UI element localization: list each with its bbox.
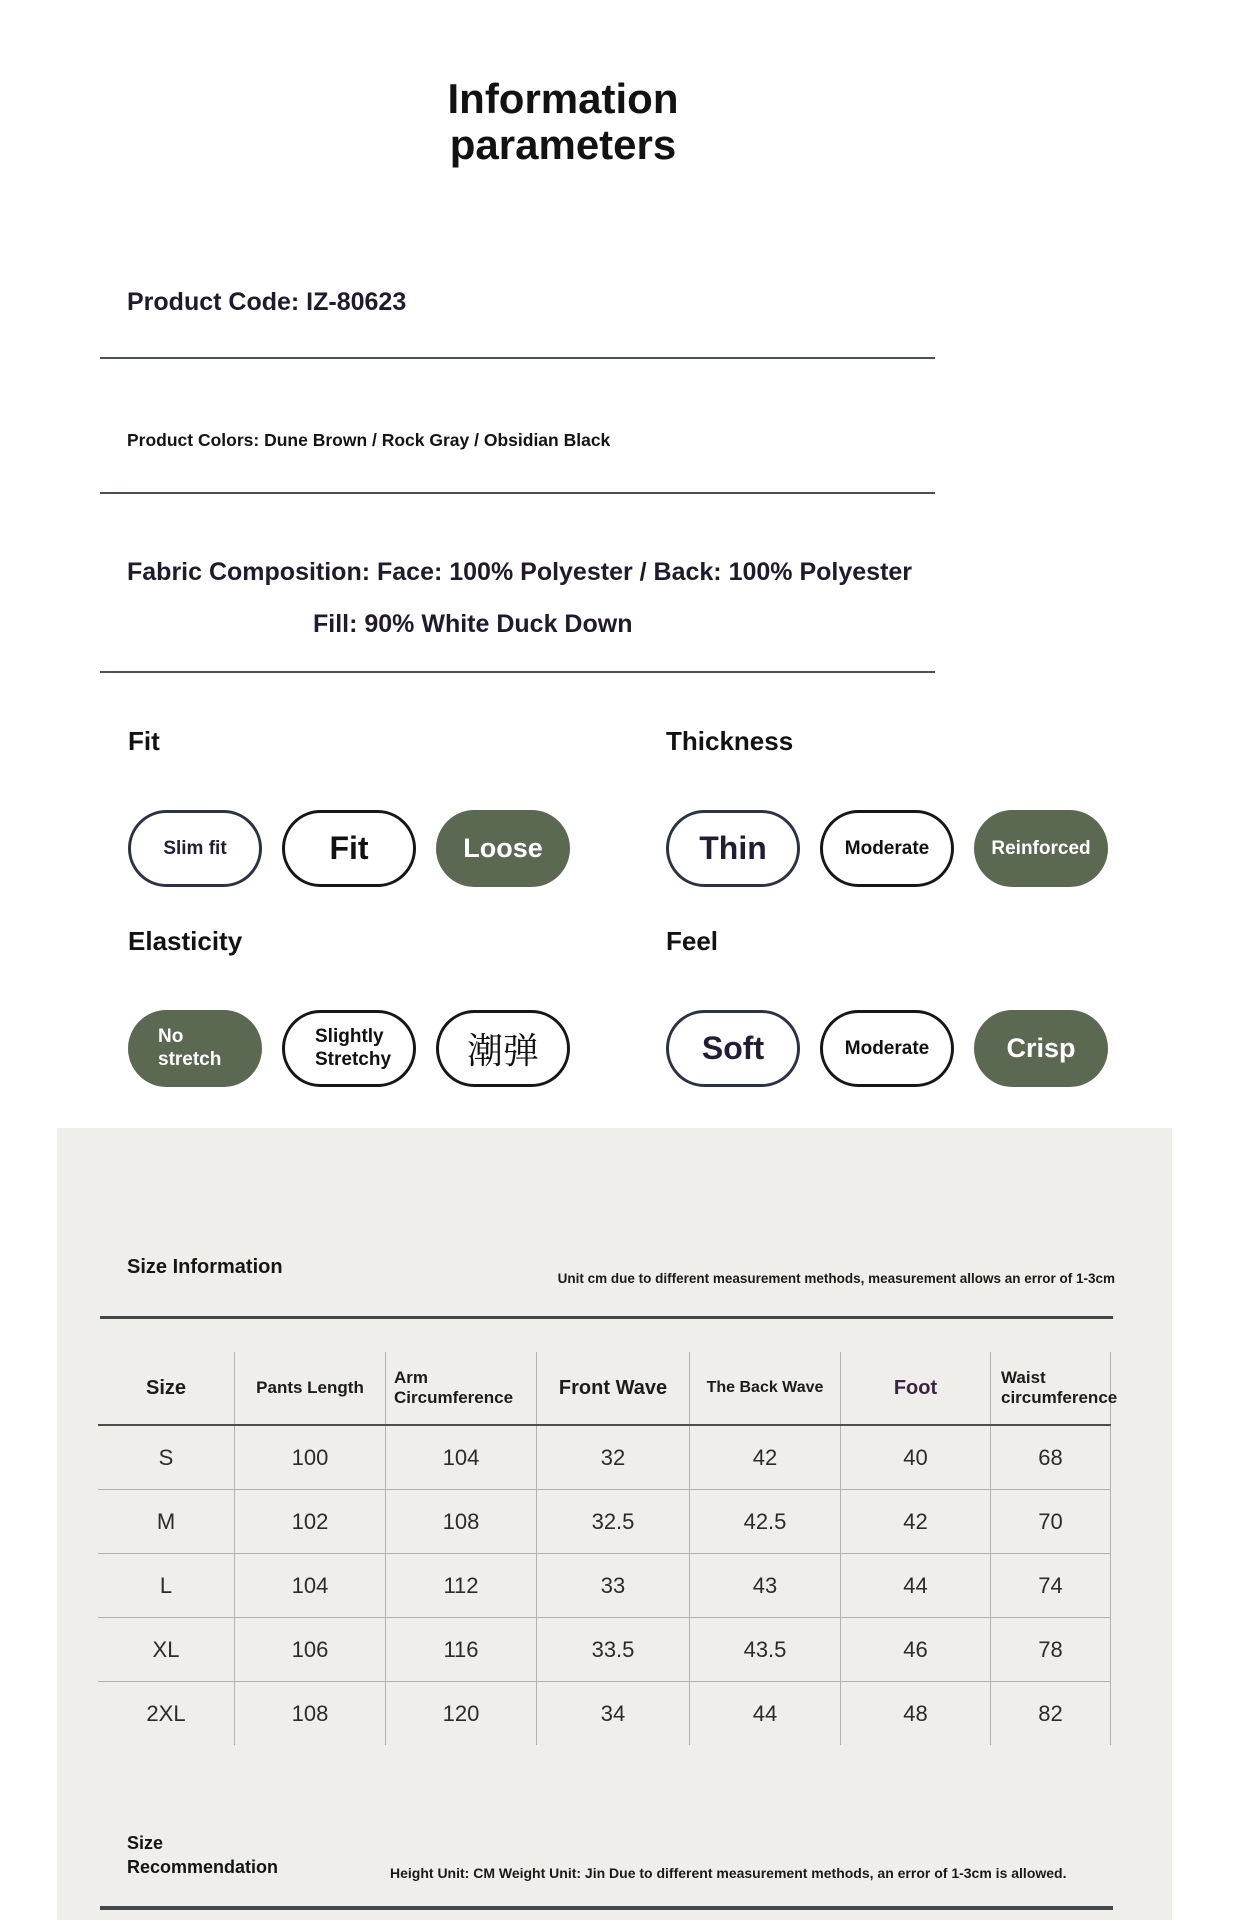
size-unit-note: Unit cm due to different measurement methods, measurement allows an error of 1-3cm: [557, 1271, 1115, 1286]
option-pill-crisp: [974, 1010, 1108, 1087]
table-row-2xl: [98, 1681, 1111, 1745]
option-pill-loose: [436, 810, 570, 887]
attribute-group-thickness: [666, 726, 1108, 887]
divider: [100, 1906, 1113, 1910]
option-pill-soft: [666, 1010, 800, 1087]
option-pill-no-stretch: [128, 1010, 262, 1087]
option-pill-option: [436, 1010, 570, 1087]
table-row-l: [98, 1553, 1111, 1617]
size-table-header: [98, 1352, 1118, 1426]
table-cell: 46: [841, 1618, 991, 1681]
option-pill-label: 潮弹: [466, 1030, 539, 1071]
divider: [100, 357, 935, 359]
table-cell: 74: [991, 1554, 1111, 1617]
table-cell: 68: [991, 1426, 1111, 1489]
divider: [100, 671, 935, 673]
attribute-heading-thickness: Thickness: [666, 726, 794, 756]
option-pill-label: Reinforced: [991, 837, 1091, 859]
column-header-arm-circumference: Arm Circumference: [386, 1352, 537, 1424]
option-pill-slightly-stretchy: [282, 1010, 416, 1087]
pill-row: [666, 1010, 1108, 1087]
table-cell: XL: [98, 1618, 235, 1681]
table-cell: 33.5: [537, 1618, 690, 1681]
column-header-size: Size: [98, 1352, 235, 1424]
table-cell: 78: [991, 1618, 1111, 1681]
option-pill-label: Slightly Stretchy: [315, 1025, 392, 1070]
option-pill-label: Soft: [701, 1030, 765, 1066]
size-recommendation-note: Height Unit: CM Weight Unit: Jin Due to different measurement methods, an error of 1-3cm is allowed.: [390, 1865, 1067, 1881]
table-row-xl: [98, 1617, 1111, 1681]
table-cell: 42: [841, 1490, 991, 1553]
table-cell: 42: [690, 1426, 841, 1489]
table-cell: 82: [991, 1682, 1111, 1745]
table-cell: 104: [235, 1554, 386, 1617]
table-cell: 40: [841, 1426, 991, 1489]
option-pill-label: Thin: [699, 830, 767, 866]
option-pill-reinforced: [974, 810, 1108, 887]
table-cell: 104: [386, 1426, 537, 1489]
option-pill-moderate: [820, 810, 954, 887]
table-cell: 106: [235, 1618, 386, 1681]
attribute-heading-feel: Feel: [666, 926, 719, 956]
option-pill-label: No stretch: [158, 1025, 222, 1070]
table-cell: 102: [235, 1490, 386, 1553]
table-row-s: [98, 1426, 1111, 1489]
option-pill-label: Crisp: [1006, 1033, 1076, 1063]
option-pill-moderate: [820, 1010, 954, 1087]
option-pill-label: Moderate: [844, 1037, 930, 1059]
table-cell: 34: [537, 1682, 690, 1745]
size-table: [98, 1352, 1118, 1745]
table-cell: 43: [690, 1554, 841, 1617]
attribute-group-fit: [128, 726, 570, 887]
option-pill-label: Moderate: [844, 837, 930, 859]
option-pill-thin: [666, 810, 800, 887]
pill-row: [666, 810, 1108, 887]
table-cell: S: [98, 1426, 235, 1489]
table-cell: 100: [235, 1426, 386, 1489]
table-cell: 112: [386, 1554, 537, 1617]
table-cell: 44: [690, 1682, 841, 1745]
table-cell: 120: [386, 1682, 537, 1745]
table-cell: 116: [386, 1618, 537, 1681]
option-pill-label: Slim fit: [163, 837, 227, 859]
attribute-heading-fit: Fit: [128, 726, 160, 756]
attribute-group-feel: [666, 926, 1108, 1087]
option-pill-fit: [282, 810, 416, 887]
size-panel: [57, 1128, 1172, 1920]
divider: [100, 492, 935, 494]
pill-row: [128, 810, 570, 887]
size-recommendation-heading: Size Recommendation: [127, 1833, 279, 1878]
column-header-waist-circumference: Waist circumference: [991, 1352, 1111, 1424]
table-cell: 44: [841, 1554, 991, 1617]
product-colors: Product Colors: Dune Brown / Rock Gray / Obsidian Black: [127, 430, 611, 450]
table-cell: M: [98, 1490, 235, 1553]
pill-row: [128, 1010, 570, 1087]
table-cell: 33: [537, 1554, 690, 1617]
table-cell: 48: [841, 1682, 991, 1745]
fabric-fill: Fill: 90% White Duck Down: [313, 610, 633, 638]
table-cell: 70: [991, 1490, 1111, 1553]
column-header-foot: Foot: [841, 1352, 991, 1424]
table-row-m: [98, 1489, 1111, 1553]
option-pill-slim-fit: [128, 810, 262, 887]
table-cell: 108: [235, 1682, 386, 1745]
table-cell: 42.5: [690, 1490, 841, 1553]
product-code: Product Code: IZ-80623: [127, 288, 407, 316]
table-cell: L: [98, 1554, 235, 1617]
table-cell: 2XL: [98, 1682, 235, 1745]
table-cell: 43.5: [690, 1618, 841, 1681]
column-header-front-wave: Front Wave: [537, 1352, 690, 1424]
column-header-the-back-wave: The Back Wave: [690, 1352, 841, 1424]
table-cell: 32.5: [537, 1490, 690, 1553]
page-title: Information parameters: [447, 75, 679, 169]
size-information-heading: Size Information: [127, 1256, 283, 1278]
divider: [100, 1316, 1113, 1319]
column-header-pants-length: Pants Length: [235, 1352, 386, 1424]
table-cell: 32: [537, 1426, 690, 1489]
attribute-group-elasticity: [128, 926, 570, 1087]
option-pill-label: Loose: [463, 833, 543, 863]
table-cell: 108: [386, 1490, 537, 1553]
option-pill-label: Fit: [329, 830, 369, 866]
size-table-body: [98, 1426, 1111, 1745]
fabric-composition: Fabric Composition: Face: 100% Polyester / Back: 100% Polyester: [127, 558, 913, 586]
attribute-heading-elasticity: Elasticity: [128, 926, 243, 956]
